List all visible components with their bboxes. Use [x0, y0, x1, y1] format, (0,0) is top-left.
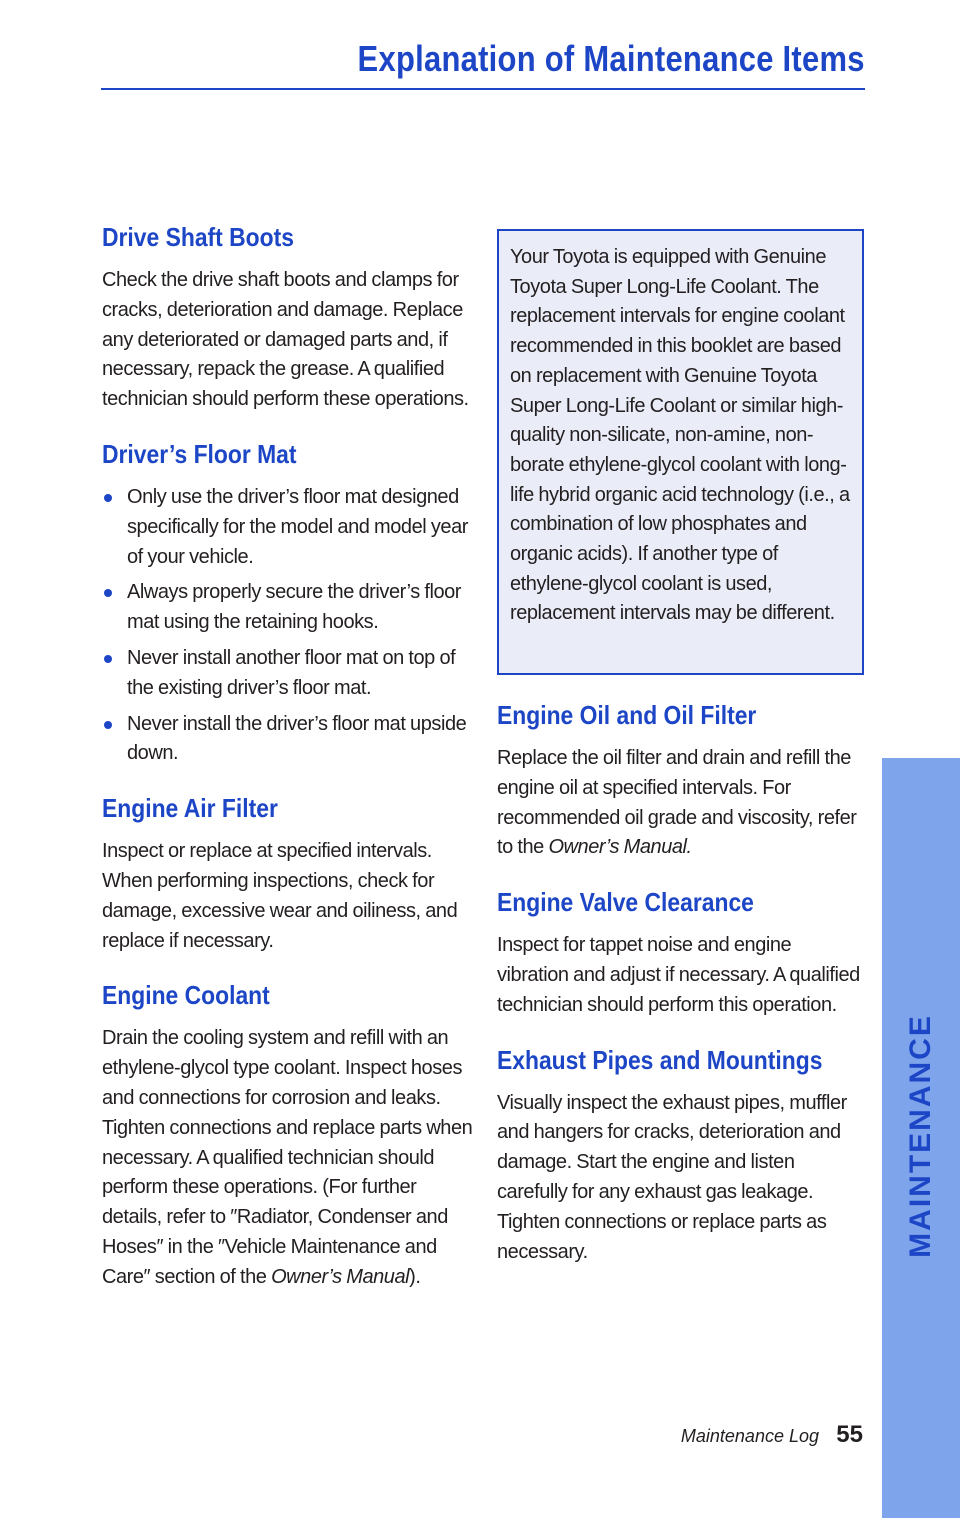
bullet-icon — [104, 494, 112, 502]
section-drive-shaft-boots — [102, 220, 474, 415]
bullet-item — [102, 578, 474, 638]
section-engine-coolant — [102, 978, 474, 1292]
owners-manual-reference: Owner’s Manual. — [548, 836, 692, 859]
section-engine-air-filter — [102, 791, 474, 956]
footer-section-label: Maintenance Log — [680, 1426, 819, 1446]
text-engine-oil — [497, 744, 865, 863]
bullet-text: Always properly secure the driver’s floor mat using the retaining hooks. — [127, 581, 462, 634]
text-engine-air-filter: Inspect or replace at specified intervals. When performing inspections, check for damage, excessive wear and oiliness, and replace if necessary. — [102, 840, 458, 952]
heading-engine-oil: Engine Oil and Oil Filter — [497, 700, 757, 730]
left-column — [102, 220, 474, 1315]
title-divider — [101, 88, 865, 90]
heading-engine-valve-clearance: Engine Valve Clearance — [497, 887, 754, 918]
bullet-icon — [104, 721, 112, 729]
text-engine-coolant — [102, 1024, 474, 1292]
page-title: Explanation of Maintenance Items — [357, 38, 865, 79]
text-drive-shaft-boots: Check the drive shaft boots and clamps for cracks, deterioration and damage. Replace any deteriorated or damaged parts and, if necessary, repack the grease. A qualified technician should perform these operations. — [102, 269, 469, 411]
right-column — [497, 698, 865, 1289]
section-engine-valve-clearance — [497, 885, 865, 1020]
engine-oil-body: Replace the oil filter and drain and refill the engine oil at specified intervals. For recommended oil grade and viscosity, refer to the — [497, 747, 857, 859]
engine-coolant-closing: ). — [409, 1265, 421, 1288]
bullet-text: Never install another floor mat on top of the existing driver’s floor mat. — [127, 646, 456, 699]
bullet-icon — [104, 655, 112, 663]
heading-drivers-floor-mat: Driver’s Floor Mat — [102, 438, 297, 469]
section-drivers-floor-mat — [102, 437, 474, 769]
text-engine-valve-clearance: Inspect for tappet noise and engine vibration and adjust if necessary. A qualified technician should perform this operation. — [497, 934, 860, 1016]
bullet-item — [102, 483, 474, 572]
heading-engine-air-filter: Engine Air Filter — [102, 793, 278, 824]
heading-exhaust-pipes: Exhaust Pipes and Mountings — [497, 1044, 823, 1075]
owners-manual-reference: Owner’s Manual — [271, 1265, 410, 1288]
coolant-note-text: Your Toyota is equipped with Genuine Toyota Super Long-Life Coolant. The replacement intervals for engine coolant recommended in this booklet are based on replacement with Genuine Toyota Super Long-Life Coolant or similar high-quality non-silicate, non-amine, non-borate ethylene-glycol coolant with long-life hybrid organic acid technology (i.e., a combination of low phosphates and organic acids). If another type of ethylene-glycol coolant is used, replacement intervals may be different. — [510, 246, 850, 625]
engine-coolant-body: Drain the cooling system and refill with an ethylene-glycol type coolant. Inspect hoses and connections for corrosion and leaks. Tighten connections and replace parts when necessary. A qualified technician should perform these operations. (For further details, refer to ″Radiator, Condenser and Hoses″ in the ″Vehicle Maintenance and Care″ section of the — [102, 1027, 473, 1288]
bullet-text: Never install the driver’s floor mat upside down. — [127, 712, 467, 765]
maintenance-side-tab — [882, 758, 960, 1518]
side-tab-label: MAINTENANCE — [904, 1014, 937, 1258]
heading-drive-shaft-boots: Drive Shaft Boots — [102, 222, 294, 252]
bullet-item — [102, 710, 474, 770]
heading-engine-coolant: Engine Coolant — [102, 980, 270, 1011]
bullet-item — [102, 644, 474, 704]
bullet-text: Only use the driver’s floor mat designed specifically for the model and model year of your vehicle. — [127, 485, 468, 568]
text-exhaust-pipes: Visually inspect the exhaust pipes, muffler and hangers for cracks, deterioration and damage. Start the engine and listen carefully for any exhaust gas leakage. Tighten connections or replace parts as necessary. — [497, 1091, 847, 1263]
floor-mat-bullet-list — [102, 483, 474, 769]
coolant-note-box — [497, 229, 864, 675]
section-engine-oil — [497, 698, 865, 863]
section-exhaust-pipes — [497, 1043, 865, 1268]
page-number: 55 — [836, 1421, 863, 1448]
bullet-icon — [104, 589, 112, 597]
